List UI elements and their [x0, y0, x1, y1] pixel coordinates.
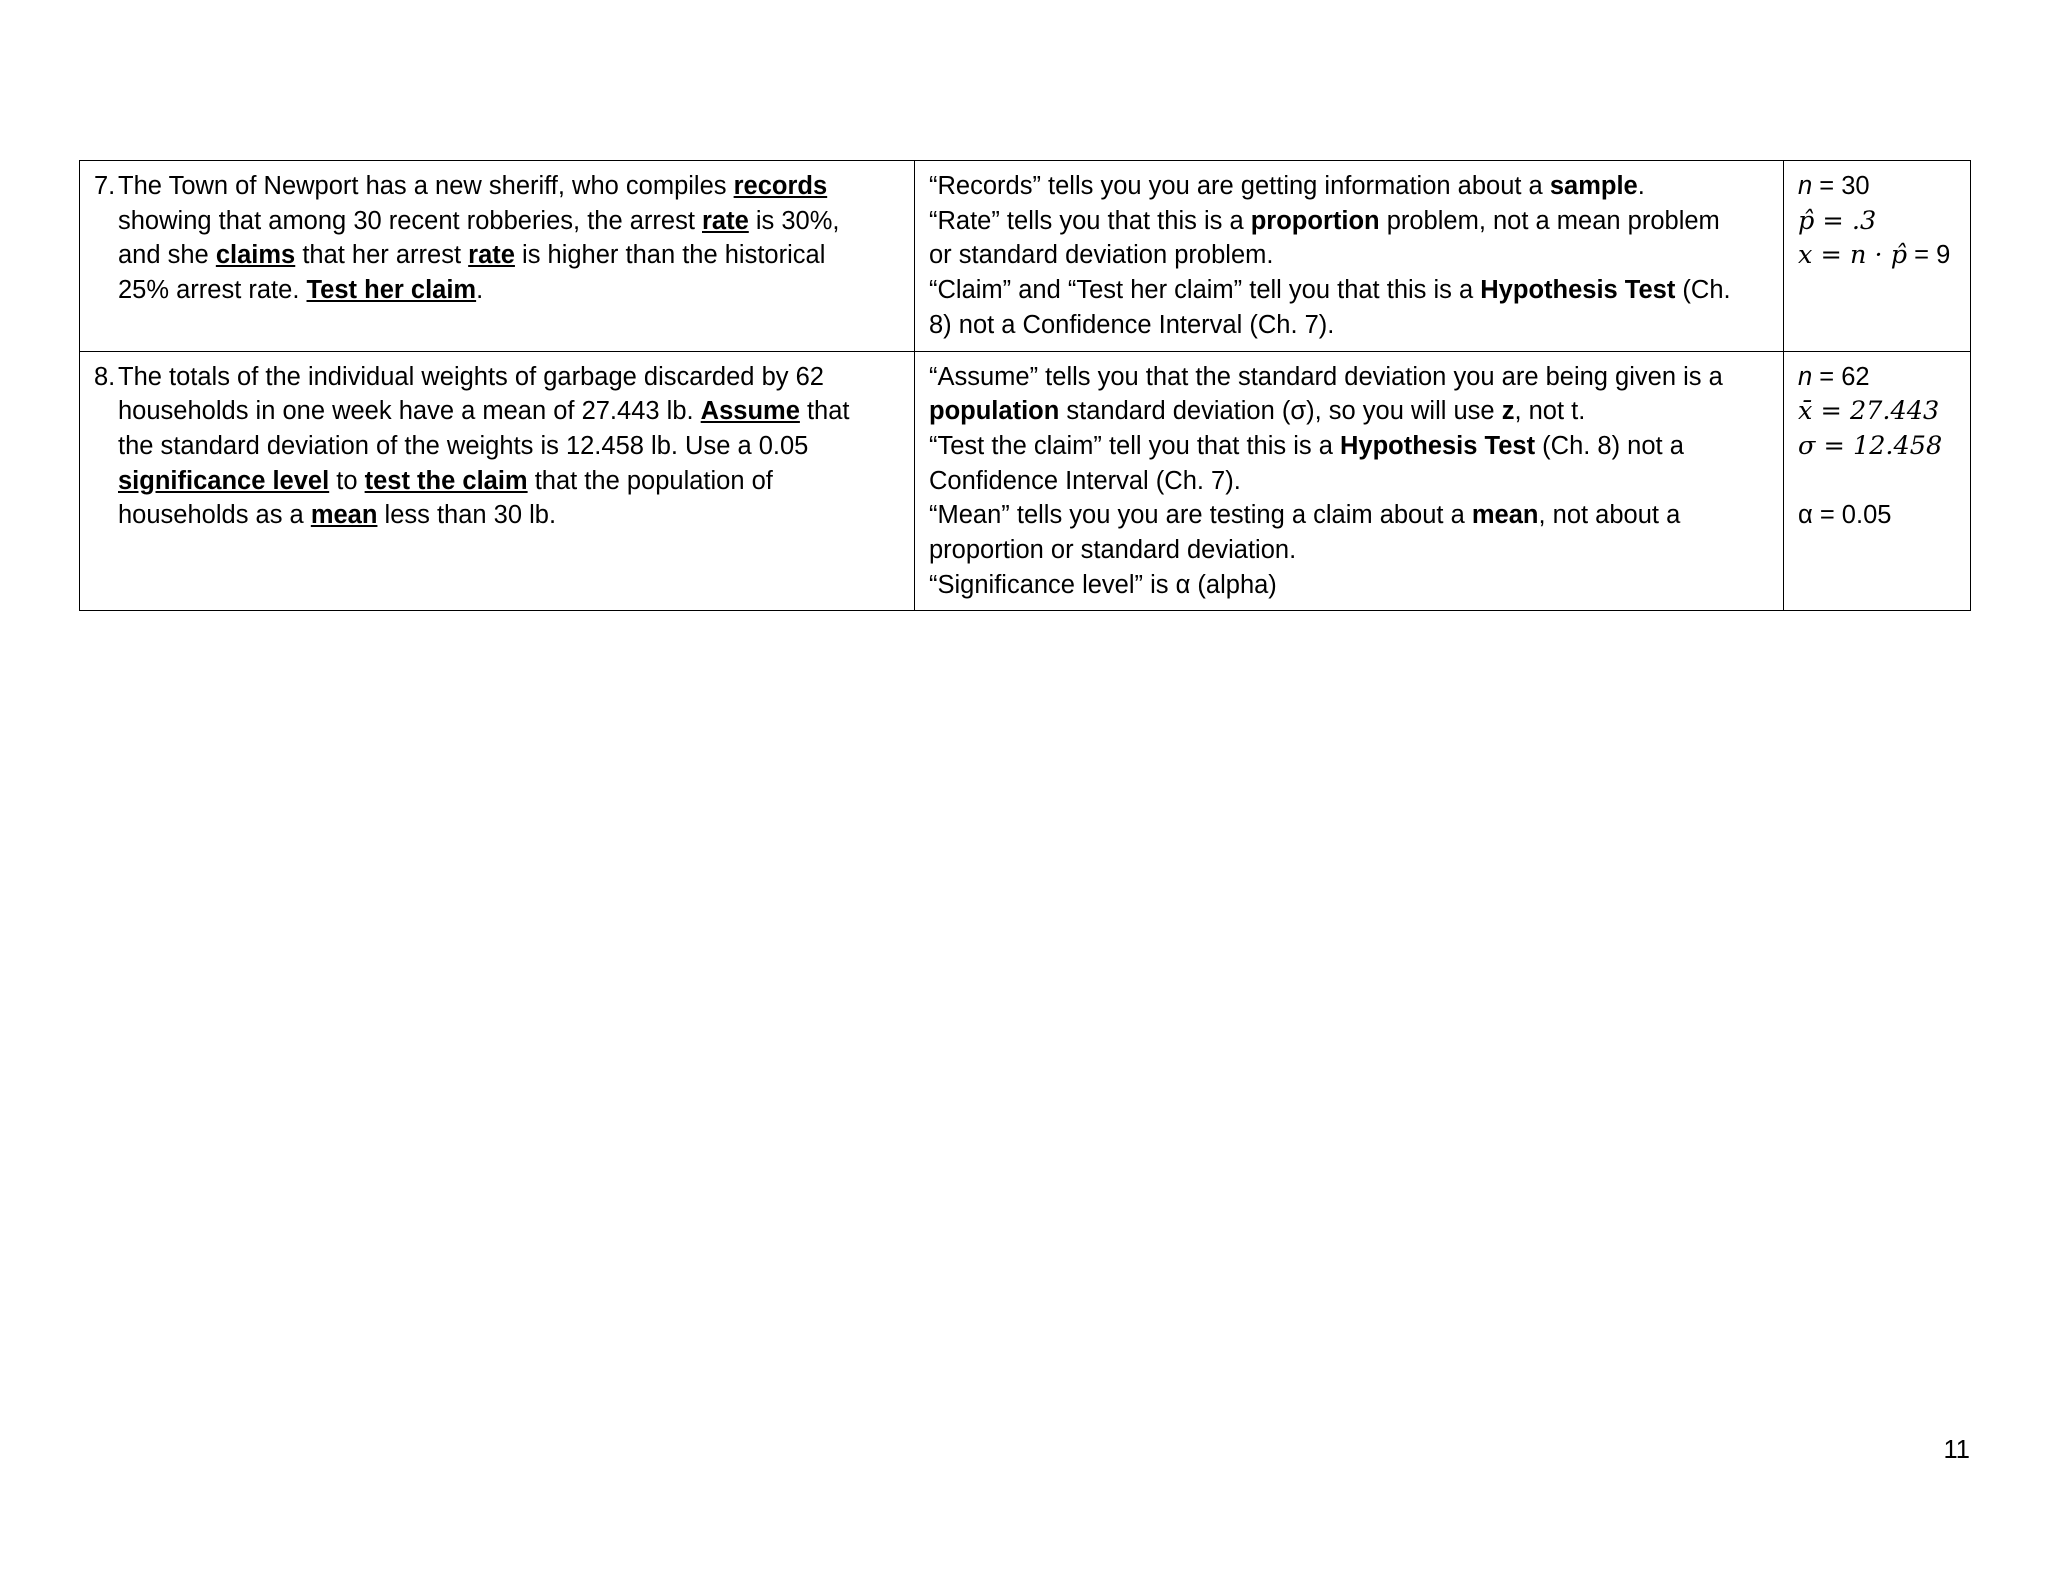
text-line: [118, 429, 900, 464]
values-cell: [1784, 161, 1971, 352]
text-segment: households as a: [118, 501, 311, 530]
text-segment: to: [329, 466, 365, 495]
text-line: [118, 238, 900, 273]
text-line: [929, 308, 1769, 343]
text-segment: “Significance level” is α (alpha): [929, 570, 1277, 599]
keyword: Assume: [700, 397, 800, 426]
table-row: [80, 351, 1971, 611]
text-segment: or standard deviation problem.: [929, 241, 1274, 270]
text-segment: (Ch.: [1675, 276, 1731, 305]
bold-term: proportion: [1250, 206, 1380, 235]
text-segment: = 30: [1812, 172, 1870, 200]
text-segment: is 30%,: [748, 206, 840, 235]
text-segment: “Records” tells you you are getting information about a: [929, 172, 1550, 200]
text-line: [1798, 204, 1956, 239]
explanation-cell: [915, 351, 1784, 611]
text-segment: n: [1798, 172, 1813, 200]
text-segment: problem, not a mean problem: [1379, 206, 1720, 235]
text-segment: “Test the claim” tell you that this is a: [929, 431, 1340, 460]
text-segment: showing that among 30 recent robberies, the arrest: [118, 206, 702, 235]
text-segment: that: [799, 397, 850, 426]
explanation-cell: [915, 161, 1784, 352]
question-cell: [80, 161, 915, 352]
text-line: [118, 498, 900, 533]
bold-term: Hypothesis Test: [1340, 431, 1536, 460]
text-line: [1798, 169, 1956, 204]
question-number: 7.: [94, 172, 116, 200]
math-expression: x = n · p̂: [1798, 240, 1908, 271]
text-line: [929, 429, 1769, 464]
text-segment: , not t.: [1514, 397, 1586, 426]
table-body: [80, 161, 1971, 611]
bold-term: sample: [1549, 172, 1638, 200]
worksheet-table: [79, 160, 1971, 611]
text-segment: = 62: [1812, 362, 1870, 391]
text-line: [118, 204, 900, 239]
math-expression: p̂ = .3: [1798, 205, 1877, 236]
math-expression: σ = 12.458: [1798, 430, 1943, 461]
text-segment: The Town of Newport has a new sheriff, who compiles: [118, 172, 734, 200]
text-segment: (Ch. 8) not a: [1535, 431, 1684, 460]
keyword: Test her claim: [306, 276, 477, 305]
text-segment: Confidence Interval (Ch. 7).: [929, 466, 1241, 495]
keyword: significance level: [118, 466, 330, 495]
keyword: records: [733, 172, 828, 200]
keyword: mean: [310, 501, 378, 530]
page-number: 11: [1943, 1436, 1970, 1464]
text-segment: “Claim” and “Test her claim” tell you that this is a: [929, 276, 1481, 305]
text-line: [118, 273, 900, 308]
keyword: test the claim: [364, 466, 528, 495]
text-line: [929, 394, 1769, 429]
text-line: [929, 533, 1769, 568]
text-line: [1798, 464, 1956, 499]
text-line: [1798, 238, 1956, 273]
text-segment: is higher than the historical: [514, 241, 826, 270]
text-segment: “Mean” tells you you are testing a claim about a: [929, 501, 1472, 530]
text-segment: the standard deviation of the weights is 12.458 lb. Use a 0.05: [118, 431, 809, 460]
text-segment: households in one week have a mean of 27.443 lb.: [118, 397, 701, 426]
question-text: [118, 169, 900, 308]
text-segment: α = 0.05: [1798, 501, 1892, 530]
text-line: [929, 169, 1769, 204]
bold-term: population: [929, 397, 1060, 426]
keyword: rate: [702, 206, 749, 235]
text-line: [118, 360, 900, 395]
text-line: [118, 394, 900, 429]
text-line: [929, 273, 1769, 308]
text-line: [1798, 360, 1956, 395]
bold-term: Hypothesis Test: [1480, 276, 1676, 305]
text-segment: “Rate” tells you that this is a: [929, 206, 1251, 235]
text-line: [929, 360, 1769, 395]
text-line: [1798, 429, 1956, 464]
text-segment: n: [1798, 362, 1813, 391]
values-cell: [1784, 351, 1971, 611]
question-cell: [80, 351, 915, 611]
text-segment: 8) not a Confidence Interval (Ch. 7).: [929, 310, 1335, 339]
text-segment: = 9: [1907, 241, 1951, 270]
text-line: [118, 464, 900, 499]
text-segment: The totals of the individual weights of garbage discarded by 62: [118, 362, 824, 391]
text-segment: 25% arrest rate.: [118, 276, 307, 305]
text-line: [118, 169, 900, 204]
keyword: claims: [215, 241, 296, 270]
text-segment: .: [1637, 172, 1645, 200]
question-number: 8.: [94, 362, 116, 391]
text-segment: less than 30 lb.: [377, 501, 557, 530]
text-line: [929, 238, 1769, 273]
keyword: rate: [468, 241, 515, 270]
text-line: [1798, 394, 1956, 429]
bold-term: mean: [1471, 501, 1539, 530]
text-line: [929, 464, 1769, 499]
text-segment: and she: [118, 241, 216, 270]
text-segment: , not about a: [1538, 501, 1681, 530]
table-row: [80, 161, 1971, 352]
text-segment: that her arrest: [295, 241, 469, 270]
text-segment: .: [476, 276, 484, 305]
text-line: [929, 568, 1769, 603]
text-segment: standard deviation (σ), so you will use: [1059, 397, 1502, 426]
text-line: [929, 498, 1769, 533]
math-expression: x̄ = 27.443: [1798, 396, 1940, 427]
text-segment: “Assume” tells you that the standard deviation you are being given is a: [929, 362, 1723, 391]
text-segment: proportion or standard deviation.: [929, 536, 1297, 565]
text-line: [1798, 498, 1956, 533]
question-text: [118, 360, 900, 534]
text-segment: that the population of: [527, 466, 773, 495]
bold-term: z: [1501, 397, 1515, 426]
text-line: [929, 204, 1769, 239]
